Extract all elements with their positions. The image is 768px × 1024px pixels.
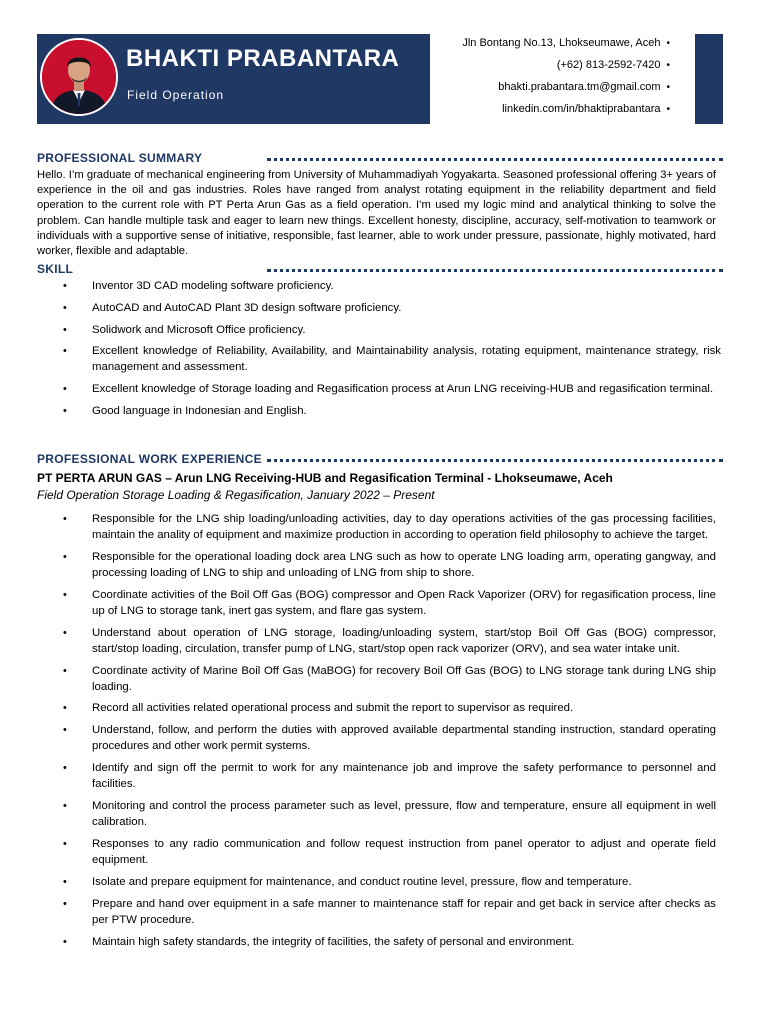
- list-item: • Monitoring and control the process parameter such as level, pressure, flow and temperature, ensure all equipment in well calibration.: [37, 798, 716, 830]
- bullet-icon: •: [666, 38, 670, 49]
- contact-address: [462, 34, 670, 56]
- candidate-role: Field Operation: [127, 88, 225, 102]
- bullet-icon: •: [666, 60, 670, 71]
- bullet-icon: •: [666, 104, 670, 115]
- phone-text: (+62) 813-2592-7420: [556, 59, 661, 71]
- list-item: • Maintain high safety standards, the integrity of facilities, the safety of personal and environment.: [37, 934, 716, 950]
- list-item: • Responses to any radio communication and follow request instruction from panel operator to adjust and operate field equipment.: [37, 836, 716, 868]
- list-item: • Solidwork and Microsoft Office proficiency.: [37, 322, 721, 338]
- contact-phone: [462, 56, 670, 78]
- list-item: • Prepare and hand over equipment in a safe manner to maintenance staff for repair and get back in service after checks as per PTW procedure.: [37, 896, 716, 928]
- contact-linkedin: [462, 100, 670, 122]
- list-item: • Identify and sign off the permit to work for any maintenance job and improve the safety performance to personnel and facilities.: [37, 760, 716, 792]
- list-item: • Responsible for the operational loading dock area LNG such as how to operate LNG loading arm, operating gangway, and processing loading of LNG to ship and unloading of LNG from ship to shore.: [37, 549, 716, 581]
- experience-section-header: [37, 451, 723, 467]
- address-text: Jln Bontang No.13, Lhokseumawe, Aceh: [462, 37, 661, 49]
- list-item: • Excellent knowledge of Storage loading and Regasification process at Arun LNG receiving-HUB and regasification terminal.: [37, 381, 721, 397]
- list-item: • Responsible for the LNG ship loading/unloading activities, day to day operations activities of the gas processing facilities, maintain the anality of equipment and maximize production in according to operation field philosophy to achieve the target.: [37, 511, 716, 543]
- list-item: • Understand, follow, and perform the duties with approved available departmental standing instruction, standard operating procedures and other work permit systems.: [37, 722, 716, 754]
- skill-section-header: [37, 261, 723, 277]
- list-item: • Inventor 3D CAD modeling software proficiency.: [37, 278, 721, 294]
- list-item: • Coordinate activities of the Boil Off Gas (BOG) compressor and Open Rack Vaporizer (ORV) for regasification process, line up of LNG to storage tank, inert gas system, and flare gas system.: [37, 587, 716, 619]
- experience-heading: PROFESSIONAL WORK EXPERIENCE: [37, 452, 262, 466]
- candidate-name: BHAKTI PRABANTARA: [126, 45, 400, 72]
- contact-email: [462, 78, 670, 100]
- duty-list: [37, 511, 716, 956]
- list-item: • Coordinate activity of Marine Boil Off Gas (MaBOG) for recovery Boil Off Gas (BOG) to LNG storage tank during LNG ship loading.: [37, 663, 716, 695]
- contact-block: [462, 34, 670, 122]
- list-item: • Isolate and prepare equipment for maintenance, and conduct routine level, pressure, flow and temperature.: [37, 874, 716, 890]
- summary-heading: PROFESSIONAL SUMMARY: [37, 151, 203, 165]
- avatar: [40, 38, 118, 116]
- section-divider: [267, 158, 723, 161]
- list-item: • Record all activities related operational process and submit the report to supervisor as required.: [37, 700, 716, 716]
- section-divider: [267, 459, 723, 462]
- position-title: Field Operation Storage Loading & Regasification, January 2022 – Present: [37, 488, 435, 502]
- list-item: • Excellent knowledge of Reliability, Availability, and Maintainability analysis, rotating equipment, maintenance strategy, risk management and assessment.: [37, 343, 721, 375]
- list-item: • Understand about operation of LNG storage, loading/unloading system, start/stop Boil Off Gas (BOG) compressor, start/stop loading, circulation, transfer pump of LNG, start/stop open rack vaporizer (ORV), and sea water intake unit.: [37, 625, 716, 657]
- linkedin-link[interactable]: linkedin.com/in/bhaktiprabantara: [502, 103, 661, 115]
- skill-list: [37, 278, 721, 425]
- list-item: • Good language in Indonesian and English.: [37, 403, 721, 419]
- bullet-icon: •: [666, 82, 670, 93]
- company-title: PT PERTA ARUN GAS – Arun LNG Receiving-HUB and Regasification Terminal - Lhokseumawe, Aceh: [37, 471, 613, 485]
- skill-heading: SKILL: [37, 262, 74, 276]
- email-link[interactable]: bhakti.prabantara.tm@gmail.com: [498, 81, 661, 93]
- list-item: • AutoCAD and AutoCAD Plant 3D design software proficiency.: [37, 300, 721, 316]
- section-divider: [267, 269, 723, 272]
- summary-text: Hello. I’m graduate of mechanical engineering from University of Muhammadiyah Yogyakarta. Seasoned professional offering 3+ years of experience in the oil and gas industries. Roles have ranged from analyst rotating equipment in the reliability department and field operation to the current role with PT Perta Arun Gas as a field operation. I’m used my logic mind and analytical thinking to solve the problem. Can handle multiple task and eager to learn new things. Excellent honesty, discipline, accuracy, self-motivation to teamwork or individuals with a supportive sense of initiative, responsible, fast learner, able to work under pressure, passionate, highly motivated, hard worker, flexible and adaptable.: [37, 169, 716, 258]
- person-photo-icon: [42, 40, 116, 114]
- header-side-bar: [695, 34, 723, 124]
- summary-section-header: [37, 150, 723, 166]
